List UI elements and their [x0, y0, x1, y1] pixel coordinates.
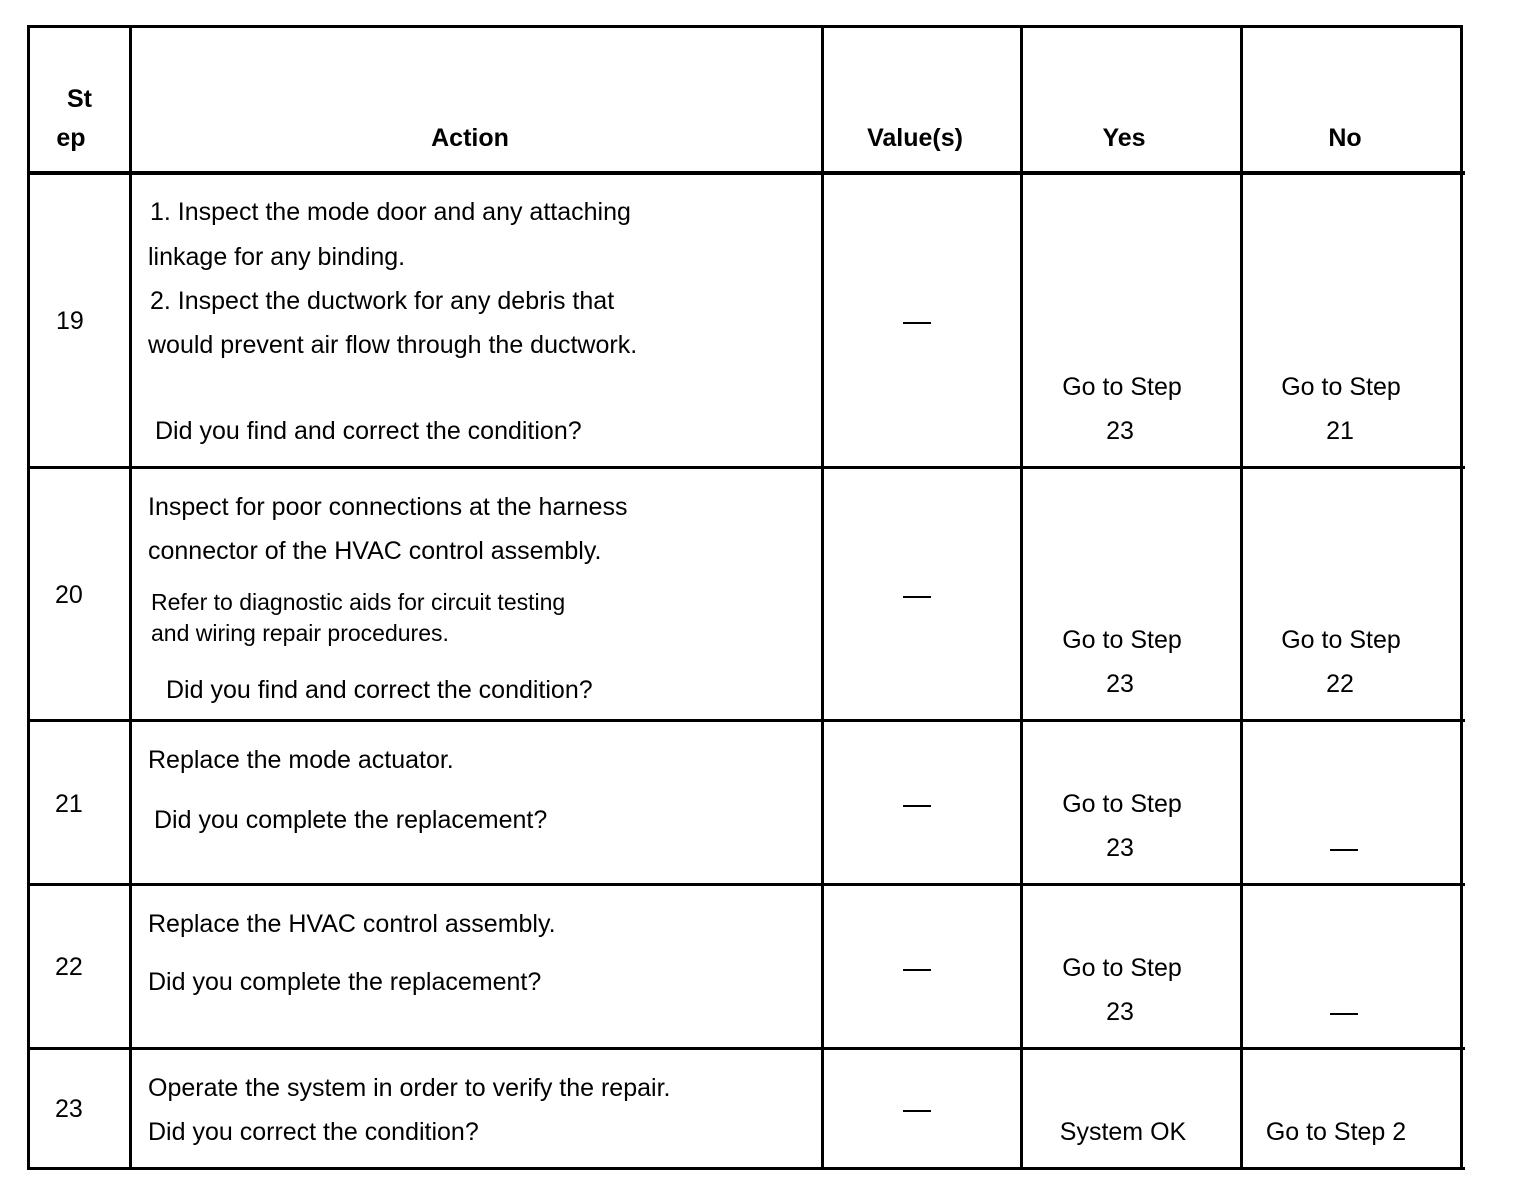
- header-action: Action: [431, 124, 509, 152]
- yes-goto-label: Go to Step: [1062, 790, 1182, 818]
- header-no: No: [1328, 124, 1362, 152]
- row-divider-20: [27, 719, 1465, 722]
- action-question: Did you find and correct the condition?: [166, 676, 593, 704]
- action-question: Did you correct the condition?: [148, 1118, 479, 1146]
- yes-goto-label: Go to Step: [1062, 954, 1182, 982]
- action-question: Did you complete the replacement?: [148, 968, 542, 996]
- action-question: Did you find and correct the condition?: [155, 417, 582, 445]
- table-border-bottom: [27, 1167, 1465, 1170]
- action-note-line: and wiring repair procedures.: [151, 620, 449, 646]
- header-values: Value(s): [867, 124, 963, 152]
- yes-goto-step: 23: [1106, 670, 1134, 698]
- header-divider: [27, 171, 1465, 175]
- yes-result: System OK: [1059, 1118, 1187, 1146]
- action-line: would prevent air flow through the ductwork.: [148, 331, 638, 359]
- header-step-line1: St: [67, 85, 92, 113]
- action-line: Operate the system in order to verify the repair.: [148, 1074, 671, 1102]
- action-line: 1. Inspect the mode door and any attaching: [150, 198, 631, 226]
- header-yes: Yes: [1102, 124, 1146, 152]
- value-dash: [903, 805, 931, 807]
- column-divider-action: [821, 25, 824, 1170]
- action-note-line: Refer to diagnostic aids for circuit testing: [151, 589, 566, 615]
- step-number: 19: [56, 307, 84, 335]
- header-step-line2: ep: [56, 124, 86, 152]
- table-border-left: [27, 25, 30, 1170]
- action-line: Replace the HVAC control assembly.: [148, 910, 556, 938]
- table-border-right: [1460, 25, 1463, 1170]
- action-line: 2. Inspect the ductwork for any debris that: [150, 287, 615, 315]
- step-number: 21: [55, 790, 83, 818]
- no-dash: [1330, 1013, 1358, 1015]
- value-dash: [903, 322, 931, 324]
- step-number: 20: [55, 581, 83, 609]
- no-goto-label: Go to Step: [1281, 626, 1401, 654]
- value-dash: [903, 1110, 931, 1112]
- row-divider-19: [27, 466, 1465, 469]
- action-line: connector of the HVAC control assembly.: [148, 537, 602, 565]
- no-goto-step: 21: [1326, 417, 1354, 445]
- column-divider-step: [129, 25, 132, 1170]
- yes-goto-label: Go to Step: [1062, 626, 1182, 654]
- row-divider-21: [27, 883, 1465, 886]
- no-dash: [1330, 849, 1358, 851]
- action-line: Replace the mode actuator.: [148, 746, 454, 774]
- yes-goto-label: Go to Step: [1062, 373, 1182, 401]
- no-goto-step: Go to Step 2: [1265, 1118, 1407, 1146]
- column-divider-yes: [1240, 25, 1243, 1170]
- action-line: linkage for any binding.: [148, 243, 406, 271]
- yes-goto-step: 23: [1106, 998, 1134, 1026]
- value-dash: [903, 596, 931, 598]
- yes-goto-step: 23: [1106, 834, 1134, 862]
- table-border-top: [27, 25, 1463, 28]
- action-line: Inspect for poor connections at the harness: [148, 493, 628, 521]
- no-goto-step: 22: [1326, 670, 1354, 698]
- row-divider-22: [27, 1047, 1465, 1050]
- value-dash: [903, 969, 931, 971]
- action-question: Did you complete the replacement?: [154, 806, 548, 834]
- step-number: 22: [55, 953, 83, 981]
- yes-goto-step: 23: [1106, 417, 1134, 445]
- no-goto-label: Go to Step: [1281, 373, 1401, 401]
- step-number: 23: [55, 1095, 83, 1123]
